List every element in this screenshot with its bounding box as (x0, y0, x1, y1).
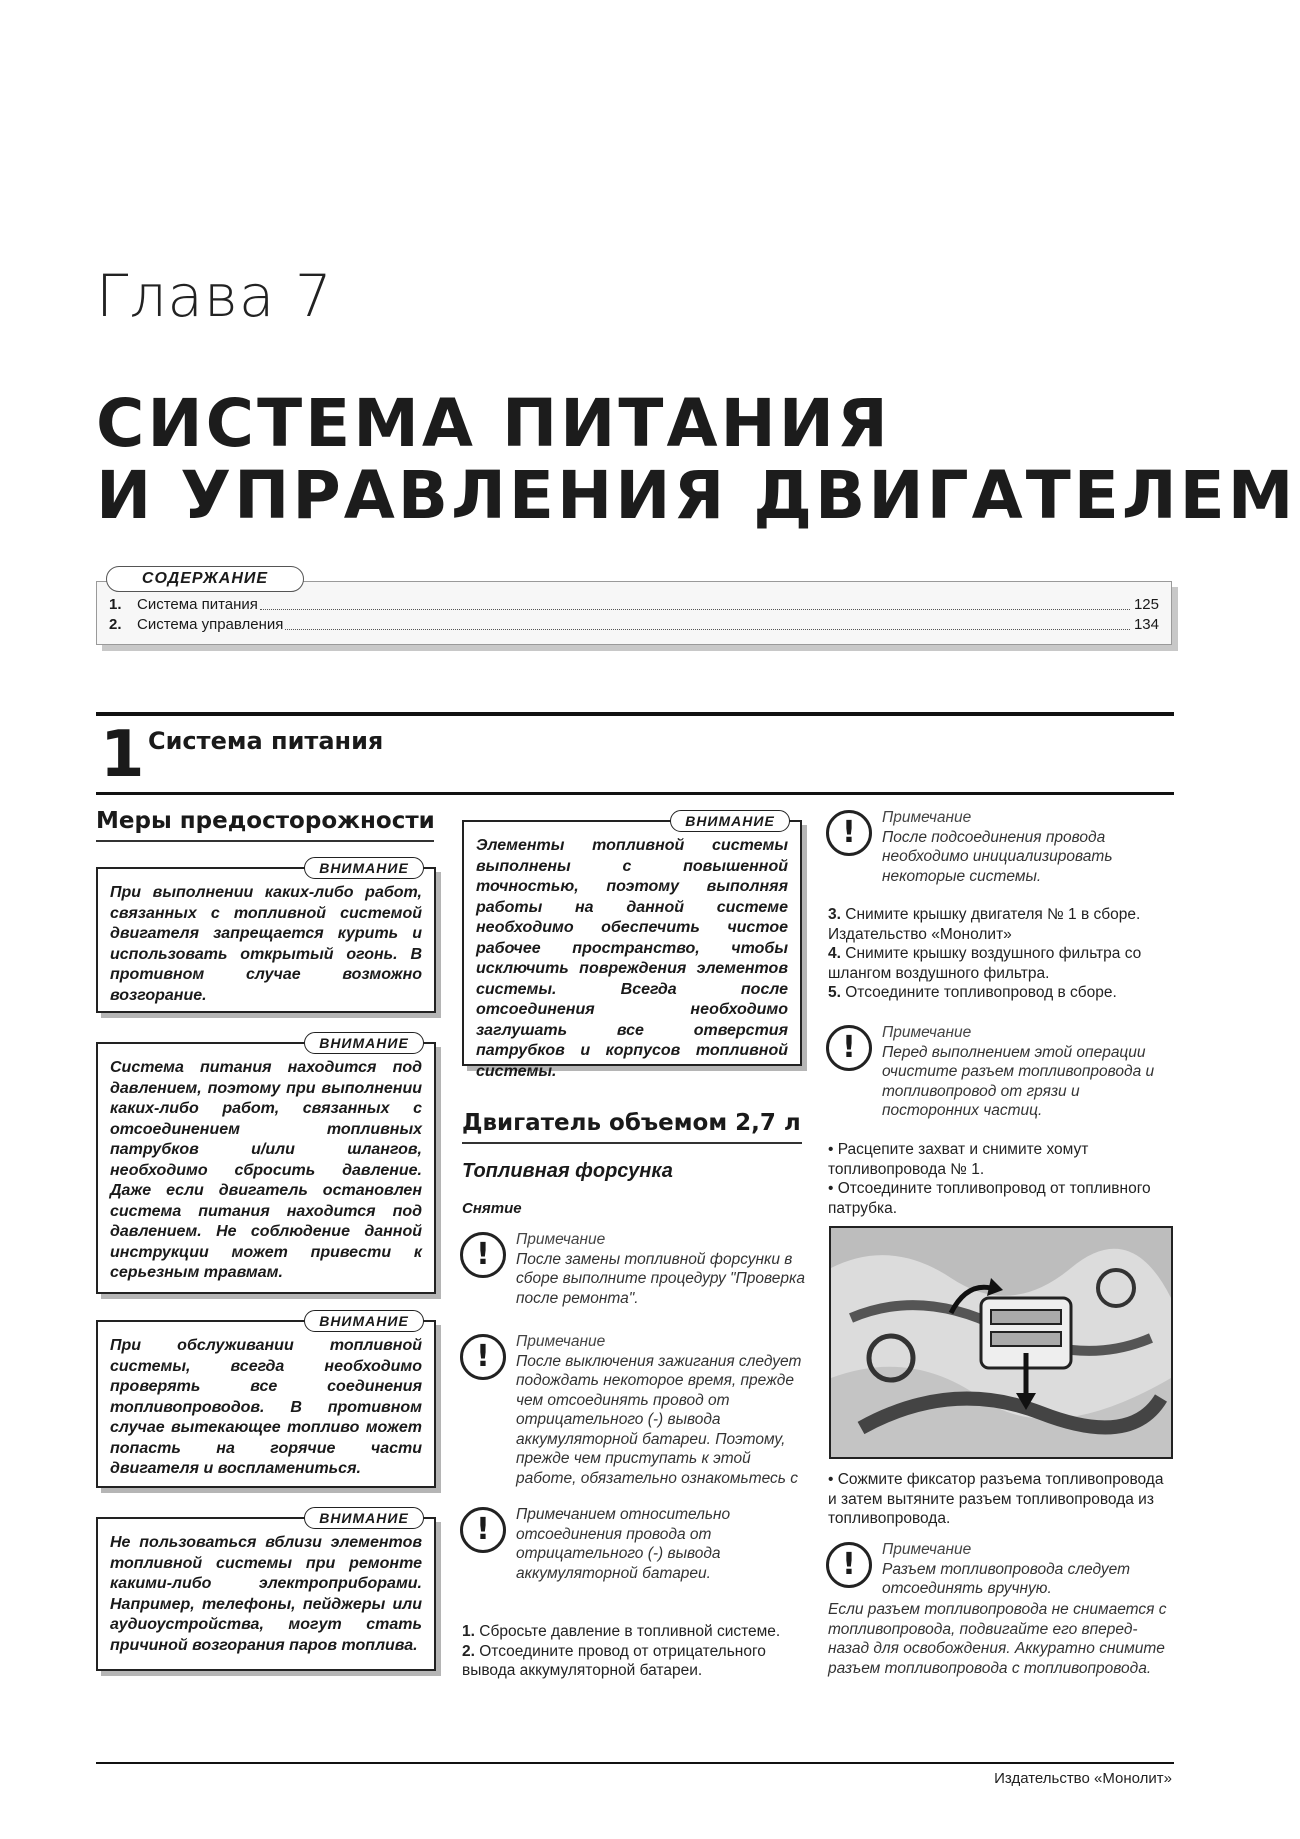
step-number: 4. (828, 945, 841, 962)
precautions-heading: Меры предосторожности (96, 808, 435, 834)
toc-item-page: 125 (1133, 596, 1159, 613)
step-text: Отсоедините топливопровод в сборе. (845, 984, 1117, 1001)
step-item (828, 983, 1172, 1003)
warning-text: При обслуживании топливной системы, всегда необходимо проверять все соединения топливопроводов. В противном случае вытекающее топливо может попасть на горячие части двигателя и воспламениться. (110, 1337, 422, 1477)
note-extra-text: Если разъем топливопровода не снимается с топливопровода, подвигайте его вперед-назад для освобождения. Аккуратно снимите разъем топливопровода с топливопровода. (828, 1601, 1167, 1677)
toc-item-title: Система питания (137, 596, 258, 613)
bullet-text: Сожмите фиксатор разъема топливопровода и затем вытяните разъем топливопровода из топливопровода. (828, 1471, 1164, 1527)
note-heading: Примечание (516, 1333, 606, 1350)
toc-item-page: 134 (1133, 616, 1159, 633)
bullet-item: • Отсоедините топливопровод от топливного патрубка. (828, 1180, 1151, 1217)
chapter-title-line: СИСТЕМА ПИТАНИЯ (96, 385, 891, 462)
note-text: После замены топливной форсунки в сборе выполните процедуру "Проверка после ремонта". (516, 1250, 805, 1307)
toc-label: СОДЕРЖАНИЕ (106, 566, 304, 592)
step-item (462, 1622, 806, 1642)
warning-box (96, 1313, 436, 1488)
note-text: Перед выполнением этой операции очистите разъем топливопровода и топливопровод от грязи и посторонних частиц. (882, 1043, 1155, 1119)
toc-item[interactable] (109, 616, 1159, 634)
exclamation-icon: ! (460, 1507, 506, 1553)
bullet-list (828, 1140, 1172, 1218)
exclamation-icon: ! (826, 1025, 872, 1071)
note-block (826, 1540, 1174, 1599)
note-heading: Примечание (516, 1231, 606, 1248)
warning-box (96, 1035, 436, 1294)
warning-box (462, 813, 802, 1080)
bullet-text: Отсоедините топливопровод от топливного патрубка. (828, 1180, 1151, 1217)
bullet-item: • Расцепите захват и снимите хомут топливопровода № 1. (828, 1141, 1089, 1178)
step-item (828, 905, 1172, 944)
fuel-connector-photo (829, 1226, 1173, 1459)
exclamation-icon: ! (460, 1334, 506, 1380)
warning-box (96, 860, 436, 1013)
warning-text: При выполнении каких-либо работ, связанных с топливной системой двигателя запрещается курить и использовать открытый огонь. В противном случае возможно возгорание. (110, 884, 422, 1004)
note-heading: Примечание (882, 1024, 972, 1041)
warning-label: ВНИМАНИЕ (304, 1032, 424, 1054)
note-heading: Примечание (882, 1541, 972, 1558)
bullet-item: • Сожмите фиксатор разъема топливопровода и затем вытяните разъем топливопровода из топливопровода. (828, 1471, 1164, 1527)
step-number: 1. (462, 1623, 475, 1640)
section-rule-bottom (96, 792, 1174, 795)
chapter-label: Глава 7 (96, 262, 333, 330)
step-number: 2. (462, 1642, 475, 1660)
heading-underline (96, 840, 434, 842)
toc-item[interactable] (109, 596, 1159, 614)
warning-label: ВНИМАНИЕ (304, 857, 424, 879)
publisher-footer: Издательство «Монолит» (994, 1770, 1172, 1787)
note-block (826, 1023, 1174, 1121)
note-text: Разъем топливопровода следует отсоединять вручную. (882, 1560, 1131, 1597)
warning-label: ВНИМАНИЕ (304, 1310, 424, 1332)
step-item (462, 1642, 806, 1681)
chapter-title (96, 385, 1297, 534)
note-text: После подсоединения провода необходимо инициализировать некоторые системы. (882, 828, 1113, 885)
note-text: После выключения зажигания следует подождать некоторое время, прежде чем отсоединять провод от отрицательного (-) вывода аккумуляторной батареи. Поэтому, прежде чем приступать к этой работе, обязательно ознакомьтесь с (516, 1352, 802, 1487)
exclamation-icon: ! (826, 810, 872, 856)
steps-list (462, 1622, 806, 1681)
warning-label: ВНИМАНИЕ (670, 810, 790, 832)
step-text: Снимите крышку двигателя № 1 в сборе. Издательство «Монолит» (828, 906, 1141, 943)
injector-subheading: Топливная форсунка (462, 1160, 673, 1182)
note-heading: Примечание (882, 809, 972, 826)
toc-item-number: 2. (109, 616, 122, 633)
toc-item-number: 1. (109, 596, 122, 613)
section-title: Система питания (148, 727, 384, 755)
step-text: Сбросьте давление в топливной системе. (479, 1623, 781, 1640)
note-block (826, 808, 1174, 886)
note-block (460, 1332, 808, 1488)
exclamation-icon: ! (460, 1232, 506, 1278)
engine-heading: Двигатель объемом 2,7 л (462, 1110, 801, 1136)
section-number: 1 (100, 718, 145, 792)
toc-leader (285, 616, 1130, 630)
warning-box (96, 1510, 436, 1671)
step-item (828, 944, 1172, 983)
fuel-connector-illustration (831, 1228, 1171, 1457)
toc-leader (260, 596, 1130, 610)
note-block (460, 1230, 808, 1308)
heading-underline (462, 1142, 802, 1144)
section-rule-top (96, 712, 1174, 716)
warning-label: ВНИМАНИЕ (304, 1507, 424, 1529)
step-number: 3. (828, 906, 841, 923)
step-number: 5. (828, 984, 841, 1001)
warning-text: Система питания находится под давлением, поэтому при выполнении каких-либо работ, связанных с отсоединением топливных патрубков и/или шлангов, необходимо сбросить давление. Даже если двигатель остановлен система питания находится под давлением. Не соблюдение данной инструкции может привести к серьезным травмам. (110, 1059, 422, 1281)
chapter-title-line: И УПРАВЛЕНИЯ ДВИГАТЕЛЕМ (96, 457, 1297, 534)
steps-list (828, 905, 1172, 1003)
footer-rule (96, 1762, 1174, 1764)
removal-label: Снятие (462, 1200, 522, 1217)
warning-text: Элементы топливной системы выполнены с повышенной точностью, поэтому выполняя работы на данной системе необходимо обеспечить чистое рабочее пространство, чтобы исключить повреждения элементов системы. Всегда после отсоединения необходимо заглушать все отверстия патрубков и корпусов топливной системы. (476, 837, 788, 1080)
exclamation-icon: ! (826, 1542, 872, 1588)
step-text: Снимите крышку воздушного фильтра со шлангом воздушного фильтра. (828, 945, 1142, 982)
step-text: Отсоедините провод от отрицательного вывода аккумуляторной батареи. (462, 1642, 766, 1679)
bullet-list (828, 1470, 1172, 1529)
note-text: Примечанием относительно отсоединения провода от отрицательного (-) вывода аккумуляторной батареи. (516, 1506, 731, 1582)
warning-text: Не пользоваться вблизи элементов топливной системы при ремонте какими-либо электроприборами. Например, телефоны, пейджеры или аудиоустройства, могут стать причиной возгорания паров топлива. (110, 1534, 422, 1654)
bullet-text: Расцепите захват и снимите хомут топливопровода № 1. (828, 1141, 1089, 1178)
toc-item-title: Система управления (137, 616, 284, 633)
note-block (460, 1505, 808, 1583)
